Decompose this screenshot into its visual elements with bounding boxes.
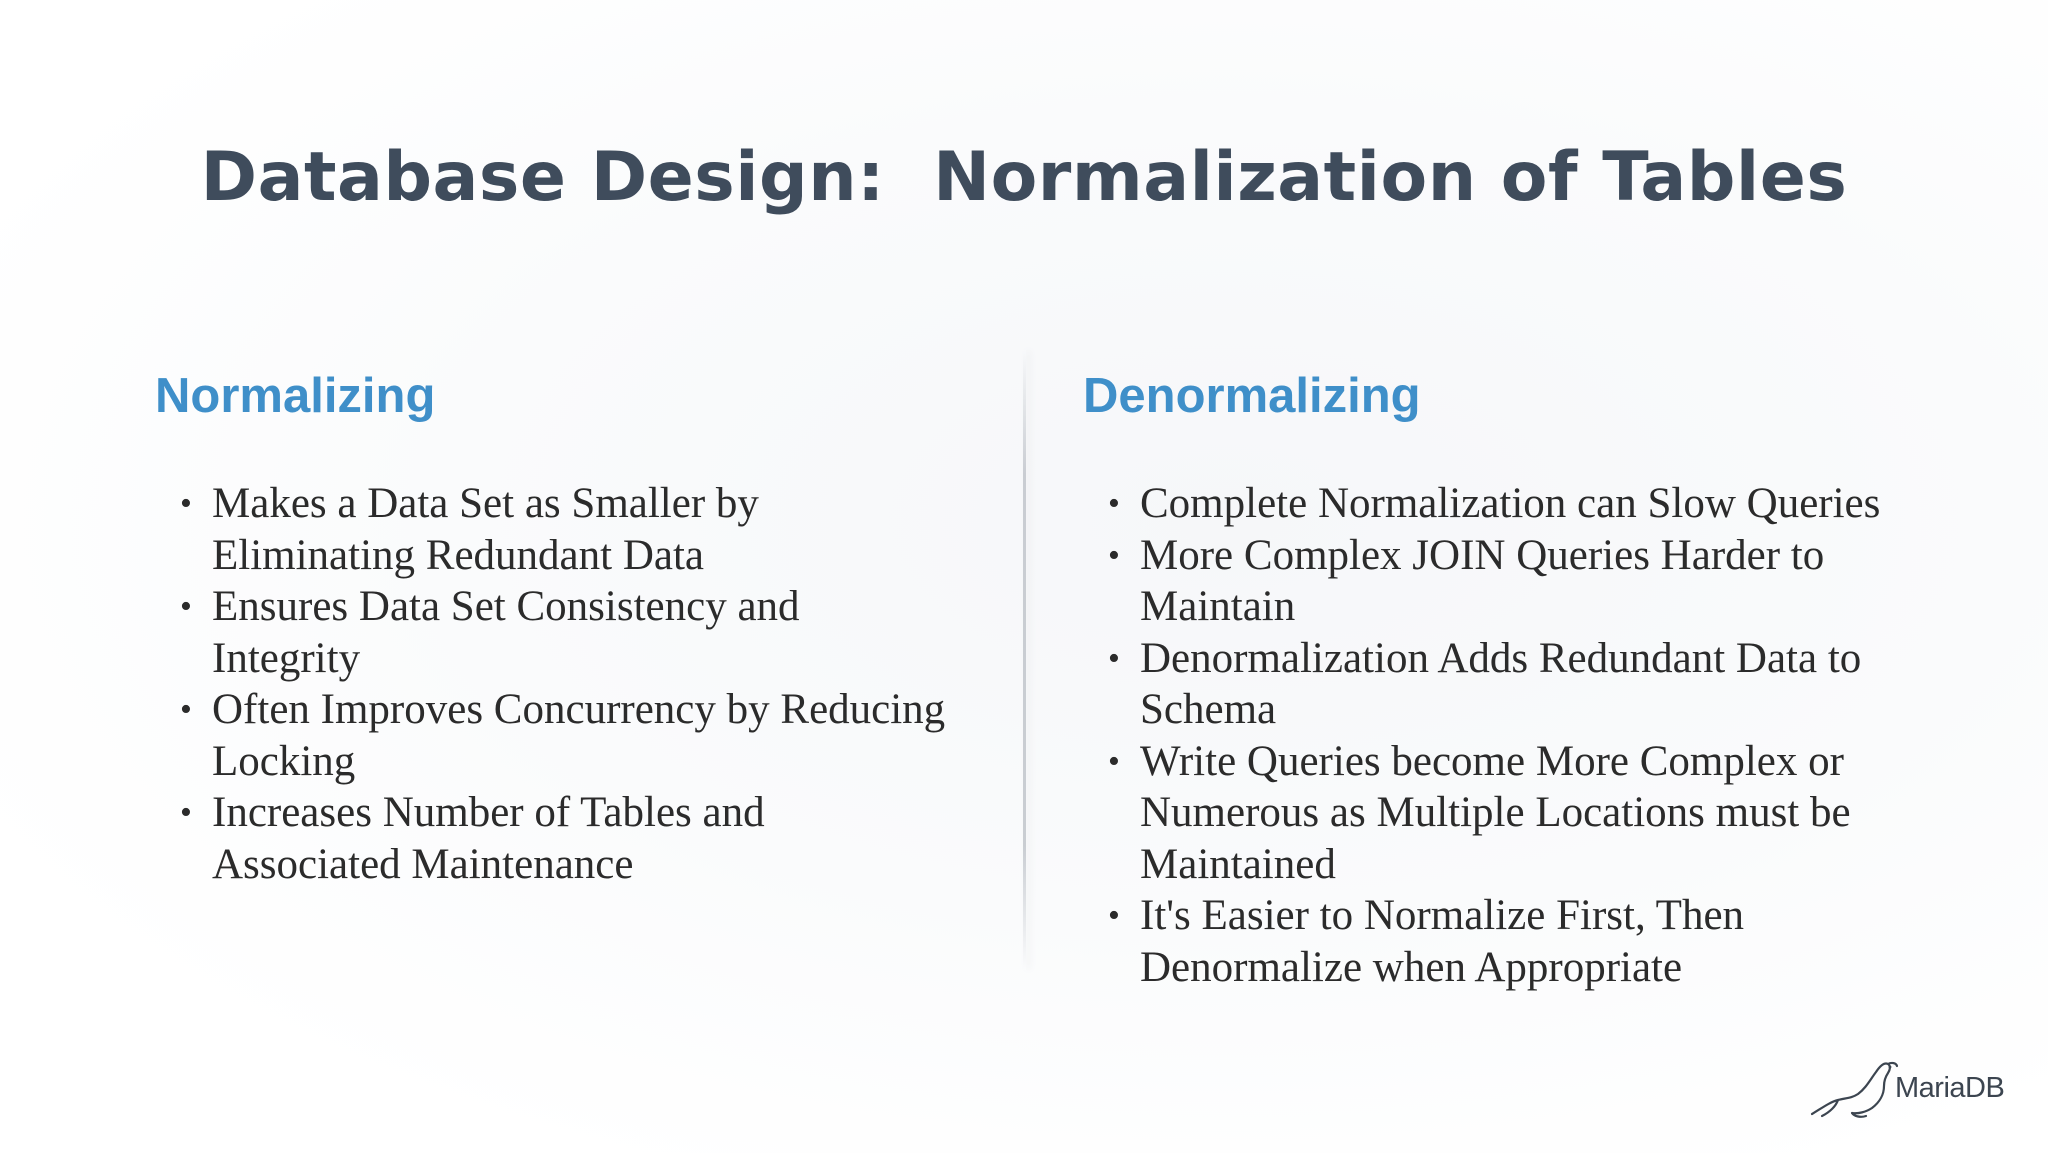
denormalizing-heading: Denormalizing [1083,369,1421,423]
bullet-line: Eliminating Redundant Data [212,531,705,579]
bullet-line: Denormalize when Appropriate [1140,943,1683,991]
bullet-line: Ensures Data Set Consistency and [212,583,800,630]
list-item [1108,890,2028,993]
list-item [180,787,1020,890]
list-item [1108,530,2028,633]
bullet-line: It's Easier to Normalize First, Then [1140,892,1745,939]
list-item [180,581,1020,684]
bullet-line: Schema [1140,686,1277,733]
list-item [1108,633,2028,736]
bullet-icon: • [1108,897,1120,934]
bullet-line: Denormalization Adds Redundant Data to [1140,634,1862,682]
bullet-line: Numerous as Multiple Locations must be [1140,789,1851,836]
bullet-icon: • [180,794,192,831]
list-item [180,684,1020,787]
denormalizing-list [1108,478,2028,993]
bullet-line: Maintain [1140,583,1296,630]
slide-title: Database Design: Normalization of Tables [200,138,1848,217]
normalizing-column [155,360,1015,888]
column-divider [1023,350,1026,970]
bullet-line: Locking [212,737,356,785]
bullet-line: More Complex JOIN Queries Harder to [1140,531,1825,579]
mariadb-logo [1808,1058,2008,1122]
bullet-icon: • [180,691,192,728]
normalizing-heading: Normalizing [155,369,436,423]
bullet-icon: • [1108,639,1120,677]
bullet-line: Associated Maintenance [212,840,634,888]
list-item [180,478,1020,581]
sea-lion-icon [1808,1058,1900,1122]
list-item [1108,736,2028,891]
list-item [1108,478,2028,530]
bullet-line: Complete Normalization can Slow Queries [1140,480,1881,527]
bullet-line: Maintained [1140,840,1336,888]
bullet-line: Write Queries become More Complex or [1140,737,1844,785]
bullet-icon: • [180,485,192,522]
bullet-icon: • [1108,536,1120,574]
bullet-line: Increases Number of Tables and [212,789,765,836]
bullet-icon: • [1108,485,1120,522]
bullet-icon: • [180,588,192,625]
bullet-line: Integrity [212,634,361,682]
bullet-icon: • [1108,742,1120,780]
denormalizing-column [1083,360,2023,991]
normalizing-list [180,478,1020,890]
logo-text: MariaDB [1895,1072,2005,1104]
bullet-line: Often Improves Concurrency by Reducing [212,686,946,733]
bullet-line: Makes a Data Set as Smaller by [212,480,759,527]
